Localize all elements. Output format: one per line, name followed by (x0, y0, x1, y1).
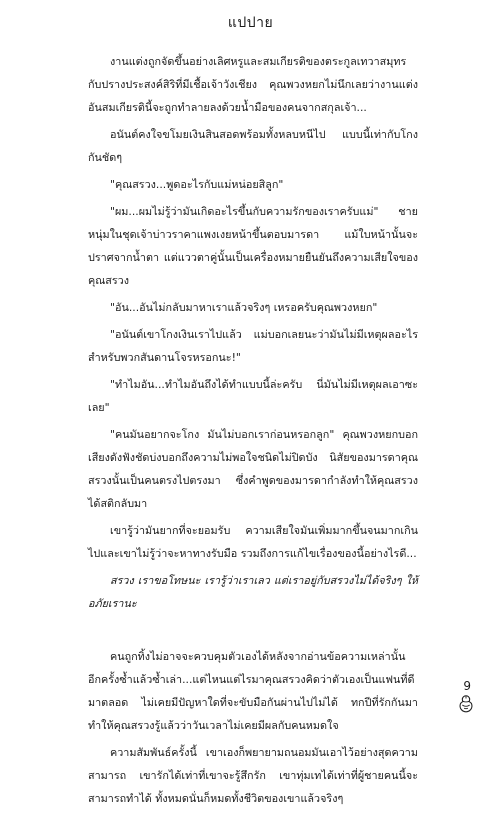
italic-message: สรวง เราขอโทษนะ เรารู้ว่าเราเลว แต่เราอยู่กับสรวงไม่ได้จริงๆ ให้อภัยเรานะ (88, 574, 418, 610)
paragraph: คนถูกทิ้งไม่อาจจะควบคุมตัวเองได้หลังจากอ่านข้อความเหล่านั้นอีกครั้งซ้ำแล้วซ้ำเล่า...แต่ไหนแต่ไรมาคุณสรวงคิดว่าตัวเองเป็นแฟนที่ดีมาตลอด ไม่เคยมีปัญหาใดที่จะขับมือกันผ่านไปไม่ได้ ทกปีที่รักกันมาทำให้คุณสรวงรู้แล้วว่าวันเวลาไม่เคยมีผลกับคนหมดใจ (88, 650, 418, 732)
paragraph: "อัน...อันไม่กลับมาหาเราแล้วจริงๆ เหรอครับคุณพวงหยก" (110, 301, 378, 314)
section-gap (88, 619, 418, 645)
rose-icon (455, 693, 477, 715)
paragraph: "คุณสรวง...พูดอะไรกับแม่หน่อยสิลูก" (110, 178, 284, 191)
paragraph: "อนันต์เขาโกงเงินเราไปแล้ว แม่บอกเลยนะว่ามันไม่มีเหตุผลอะไรสำหรับพวกสันดานโจรหรอกนะ!" (88, 328, 418, 364)
paragraph: งานแต่งถูกจัดขึ้นอย่างเลิศหรูและสมเกียรติของตระกูลเทวาสมุทรกับปรางประสงค์สิริที่มีเชื้อเจ้าวังเชียง คุณพวงหยกไม่นึกเลยว่างานแต่งอันสมเกียรตินี้จะถูกทำลายลงด้วยน้ำมือของคนจากสกุลเจ้า... (88, 55, 418, 114)
running-header: แปปาย (227, 15, 274, 31)
paragraph: เขารู้ว่ามันยากที่จะยอมรับ ความเสียใจมันเพิ่มมากขึ้นจนมากเกินไปและเขาไม่รู้ว่าจะหาทางรับมือ รวมถึงการแก้ไขเรื่องของนี้อย่างไรดี... (88, 524, 418, 560)
page-number: 9 (463, 679, 471, 693)
paragraph: "ผม...ผมไม่รู้ว่ามันเกิดอะไรขึ้นกับความรักของเราครับแม่" ชายหนุ่มในชุดเจ้าบ่าวราคาแพงเงยหน้าขึ้นตอบมารดา แม้ใบหน้านั้นจะปราศจากน้ำตา แต่แววตาคู่นั้นเป็นเครื่องหมายยืนยันถึงความเสียใจของคุณสรวง (88, 205, 418, 287)
paragraph: อนันต์คงใจขโมยเงินสินสอดพร้อมทั้งหลบหนีไป แบบนี้เท่ากับโกงกันชัดๆ (88, 128, 418, 164)
paragraph: "คนมันอยากจะโกง มันไม่บอกเราก่อนหรอกลูก" คุณพวงหยกบอกเสียงดังฟังชัดบ่งบอกถึงความไม่พอใจชนิดไม่ปิดบัง นิสัยของมารดาคุณสรวงนั้นเป็นคนตรงไปตรงมา ซึ่งคำพูดของมารดากำลังทำให้คุณสรวงได้สติกลับมา (88, 428, 418, 510)
body-text (88, 50, 418, 814)
paragraph: "ทำไมอัน...ทำไมอันถึงได้ทำแบบนี้ล่ะครับ นี่มันไม่มีเหตุผลเอาซะเลย" (88, 378, 418, 414)
paragraph: ความสัมพันธ์ครั้งนี้ เขาเองก็พยายามถนอมมันเอาไว้อย่างสุดความสามารถ เขารักได้เท่าที่เขาจะรู้สึกรัก เขาทุ่มเทได้เท่าที่ผู้ชายคนนี้จะสามารถทำได้ ทั้งหมดนั่นก็หมดทั้งชีวิตของเขาแล้วจริงๆ (88, 746, 418, 805)
